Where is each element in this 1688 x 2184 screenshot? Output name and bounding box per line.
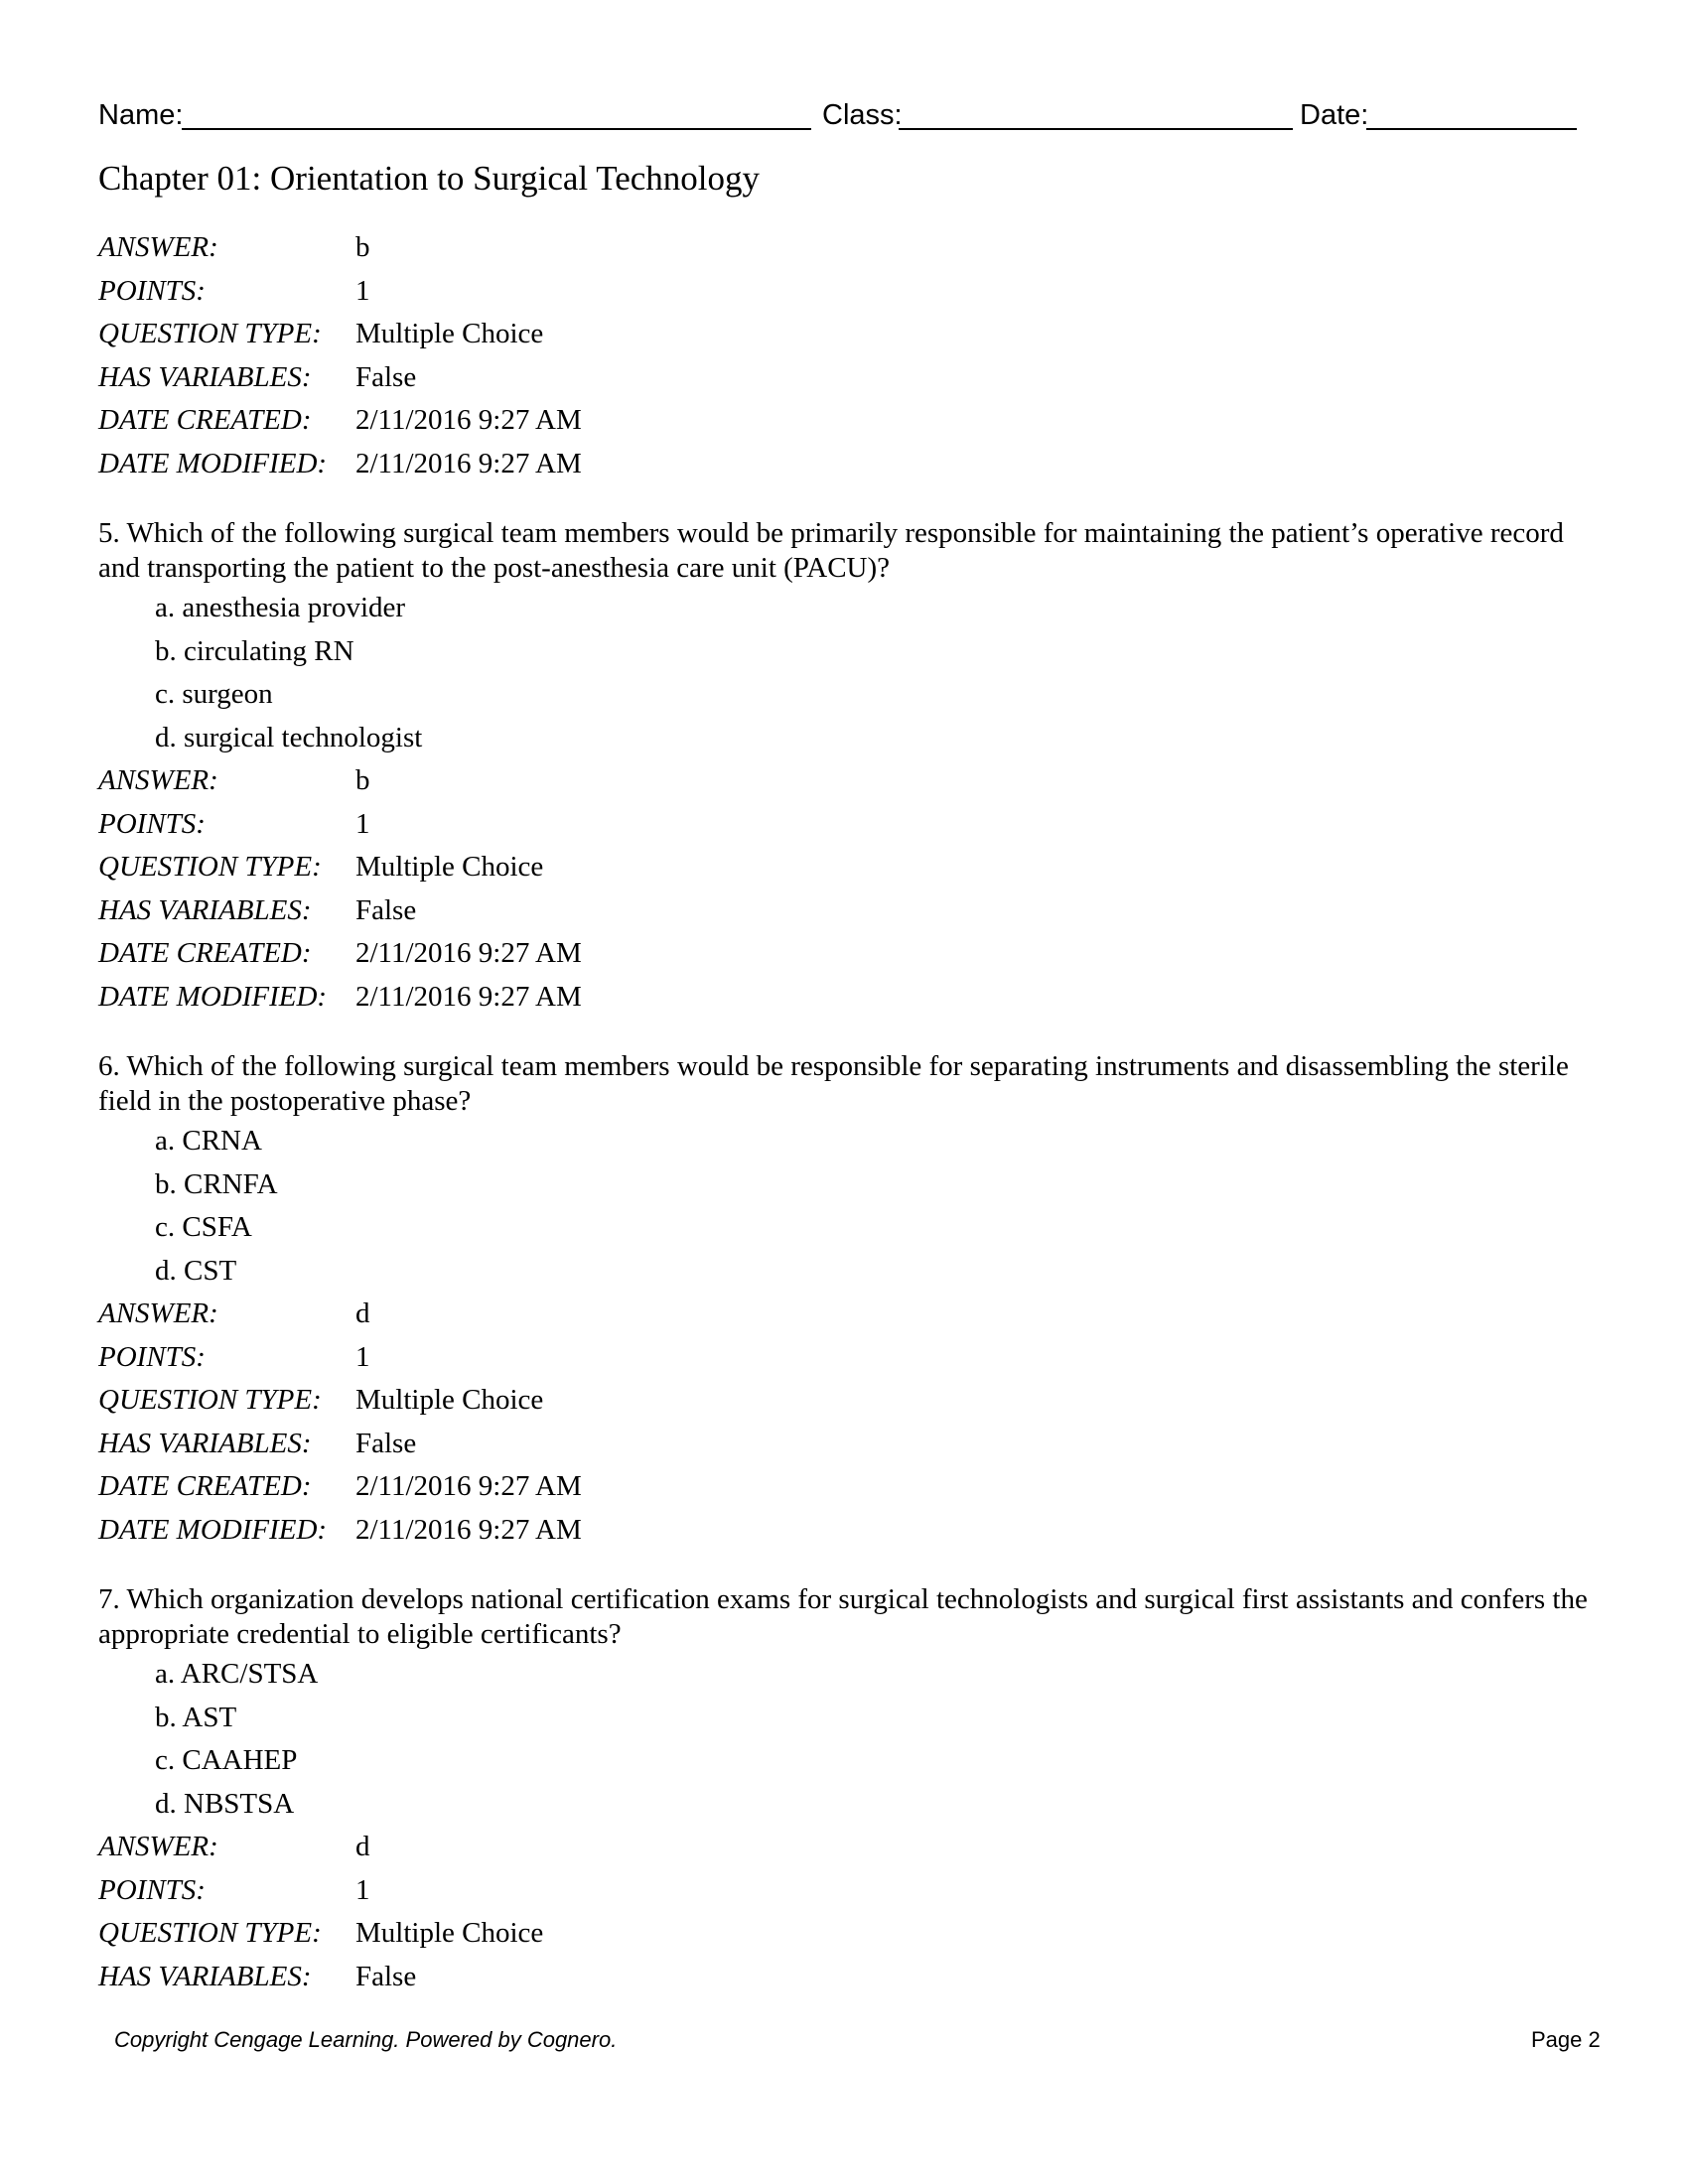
meta-row-question-type: [98, 313, 1588, 356]
answer-option: a. anesthesia provider: [155, 592, 406, 623]
answer-option: b. AST: [155, 1701, 237, 1733]
date-created-label: DATE CREATED:: [98, 937, 312, 969]
points-label: POINTS:: [98, 807, 206, 840]
question-type-value: Multiple Choice: [355, 318, 544, 349]
meta-row-answer: [98, 759, 1588, 803]
answer-option: d. surgical technologist: [155, 721, 423, 753]
meta-row-date-created: [98, 1465, 1588, 1509]
class-blank-line[interactable]: [899, 128, 1293, 130]
answer-option: c. CAAHEP: [155, 1744, 298, 1776]
points-label: POINTS:: [98, 1340, 206, 1373]
has-variables-value: False: [355, 1427, 417, 1459]
question-block: [98, 516, 1588, 1019]
answer-label: ANSWER:: [98, 1831, 218, 1862]
meta-row-has-variables: [98, 356, 1588, 400]
date-modified-label: DATE MODIFIED:: [98, 447, 328, 479]
question-type-label: QUESTION TYPE:: [98, 1917, 322, 1949]
answer-option: b. CRNFA: [155, 1167, 278, 1200]
question-block: [98, 1582, 1588, 1998]
date-modified-label: DATE MODIFIED:: [98, 1513, 328, 1546]
meta-row-points: [98, 803, 1588, 847]
answer-value: b: [355, 231, 370, 263]
points-value: 1: [355, 1873, 370, 1906]
date-modified-value: 2/11/2016 9:27 AM: [355, 980, 582, 1013]
question-type-value: Multiple Choice: [355, 1384, 544, 1416]
date-blank-line[interactable]: [1366, 128, 1577, 130]
date-modified-value: 2/11/2016 9:27 AM: [355, 1513, 582, 1546]
class-label: Class:: [822, 99, 903, 131]
question-type-value: Multiple Choice: [355, 851, 544, 883]
points-label: POINTS:: [98, 1873, 206, 1906]
question-type-value: Multiple Choice: [355, 1917, 544, 1949]
meta-row-date-modified: [98, 976, 1588, 1020]
answer-option: a. CRNA: [155, 1125, 262, 1157]
meta-row-question-type: [98, 1379, 1588, 1423]
answer-option: a. ARC/STSA: [155, 1658, 319, 1690]
question-content: [98, 226, 1588, 1998]
question-text: 7. Which organization develops national certification exams for surgical technologists and surgical first assistants and confers the appropriate credential to eligible certificants?: [98, 1583, 1588, 1650]
points-value: 1: [355, 274, 370, 307]
meta-row-has-variables: [98, 889, 1588, 933]
name-label: Name:: [98, 99, 184, 131]
has-variables-value: False: [355, 360, 417, 393]
meta-row-has-variables: [98, 1423, 1588, 1466]
meta-row-answer: [98, 226, 1588, 270]
has-variables-label: HAS VARIABLES:: [98, 360, 312, 393]
meta-row-date-created: [98, 932, 1588, 976]
question-block: [98, 1049, 1588, 1552]
date-label: Date:: [1300, 99, 1369, 131]
date-created-label: DATE CREATED:: [98, 404, 312, 436]
meta-row-answer: [98, 1826, 1588, 1869]
answer-value: d: [355, 1297, 370, 1329]
answer-label: ANSWER:: [98, 1297, 218, 1329]
date-created-value: 2/11/2016 9:27 AM: [355, 1470, 582, 1502]
answer-option: b. circulating RN: [155, 634, 354, 667]
carryover-meta-block: [98, 226, 1588, 485]
meta-row-points: [98, 1336, 1588, 1380]
date-created-label: DATE CREATED:: [98, 1470, 312, 1502]
meta-row-question-type: [98, 1912, 1588, 1956]
question-text: 6. Which of the following surgical team members would be responsible for separating instruments and disassembling the sterile field in the postoperative phase?: [98, 1050, 1569, 1117]
meta-row-points: [98, 270, 1588, 314]
date-created-value: 2/11/2016 9:27 AM: [355, 937, 582, 969]
answer-value: b: [355, 764, 370, 796]
question-type-label: QUESTION TYPE:: [98, 851, 322, 883]
has-variables-label: HAS VARIABLES:: [98, 1960, 312, 1992]
question-type-label: QUESTION TYPE:: [98, 318, 322, 349]
meta-row-points: [98, 1869, 1588, 1913]
answer-option: d. NBSTSA: [155, 1787, 295, 1820]
copyright-footer: Copyright Cengage Learning. Powered by Cognero.: [114, 2027, 618, 2052]
meta-row-date-modified: [98, 1509, 1588, 1553]
points-label: POINTS:: [98, 274, 206, 307]
answer-option: c. CSFA: [155, 1211, 252, 1243]
has-variables-value: False: [355, 1960, 417, 1992]
meta-row-has-variables: [98, 1956, 1588, 1999]
answer-label: ANSWER:: [98, 231, 218, 263]
meta-row-date-modified: [98, 443, 1588, 486]
answer-option: d. CST: [155, 1254, 237, 1287]
meta-row-date-created: [98, 399, 1588, 443]
meta-row-question-type: [98, 846, 1588, 889]
has-variables-value: False: [355, 893, 417, 926]
has-variables-label: HAS VARIABLES:: [98, 1427, 312, 1459]
question-text: 5. Which of the following surgical team members would be primarily responsible for maintaining the patient’s operative record and transporting the patient to the post-anesthesia care unit (PACU)?: [98, 517, 1564, 584]
answer-label: ANSWER:: [98, 764, 218, 796]
date-modified-label: DATE MODIFIED:: [98, 980, 328, 1013]
question-type-label: QUESTION TYPE:: [98, 1384, 322, 1416]
meta-row-answer: [98, 1293, 1588, 1336]
answer-value: d: [355, 1831, 370, 1862]
chapter-title: Chapter 01: Orientation to Surgical Technology: [98, 159, 760, 198]
points-value: 1: [355, 1340, 370, 1373]
date-created-value: 2/11/2016 9:27 AM: [355, 404, 582, 436]
page-number: Page 2: [1531, 2027, 1601, 2052]
points-value: 1: [355, 807, 370, 840]
answer-option: c. surgeon: [155, 678, 273, 710]
has-variables-label: HAS VARIABLES:: [98, 893, 312, 926]
date-modified-value: 2/11/2016 9:27 AM: [355, 447, 582, 479]
name-blank-line[interactable]: [182, 128, 811, 130]
